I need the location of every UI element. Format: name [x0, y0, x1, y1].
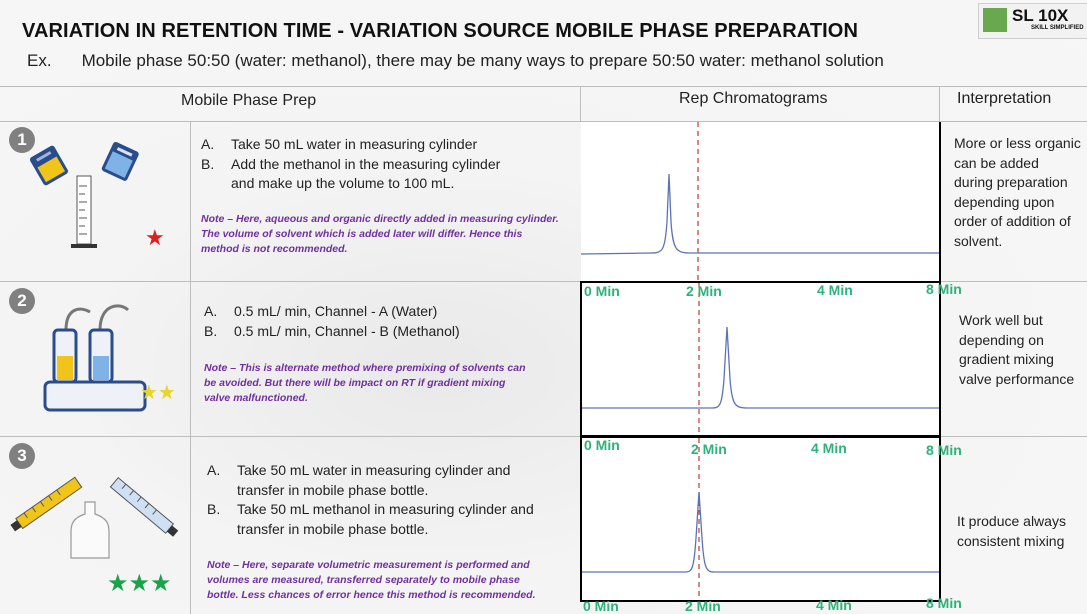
row-1-interpretation — [954, 134, 1081, 251]
step-item — [201, 155, 500, 175]
step-item — [204, 302, 460, 322]
step-key — [201, 174, 231, 194]
step-item — [207, 500, 534, 520]
rating-stars-row-2: ★★ — [140, 382, 176, 404]
subtitle-text: Mobile phase 50:50 (water: methanol), there may be many ways to prepare 50:50 water: methanol solution — [81, 51, 884, 70]
note-line: method is not recommended. — [201, 243, 348, 255]
step-text: Take 50 mL water in measuring cylinder and — [237, 462, 511, 478]
row1-chart-right-edge — [939, 122, 941, 282]
cylinders-and-bottle-icon — [5, 468, 185, 568]
axis-tick-label: 0 Min — [584, 283, 620, 299]
col-divider-2 — [580, 86, 581, 121]
note-line: Note – Here, separate volumetric measurement is performed and — [207, 559, 530, 571]
axis-tick-label: 4 Min — [811, 440, 847, 456]
row-2-note — [204, 361, 526, 406]
chromatogram-plot — [581, 122, 939, 281]
interp-line: can be added — [954, 154, 1039, 171]
chromatogram-plot — [582, 283, 939, 435]
interp-line: It produce always — [957, 513, 1066, 529]
step-text: and make up the volume to 100 mL. — [231, 175, 455, 191]
subtitle-prefix: Ex. — [27, 51, 52, 70]
step-text: Take 50 mL methanol in measuring cylinder and — [237, 501, 534, 517]
step-text: 0.5 mL/ min, Channel - B (Methanol) — [234, 322, 460, 339]
step-text: transfer in mobile phase bottle. — [237, 481, 429, 498]
chromatogram-trace — [582, 327, 939, 408]
note-line: Note – This is alternate method where premixing of solvents can — [204, 362, 526, 374]
axis-tick-label: 8 Min — [926, 281, 962, 297]
column-header-prep: Mobile Phase Prep — [181, 92, 317, 109]
note-line: be avoided. But there will be impact on RT if gradient mixing — [204, 377, 506, 389]
step-key — [207, 481, 237, 501]
row-3-interpretation — [957, 512, 1066, 551]
interp-line: order of addition of — [954, 213, 1071, 229]
logo-tagline: SKILL SIMPLIFIED — [1031, 25, 1084, 31]
chromatogram-trace — [582, 492, 939, 572]
step-key: B. — [204, 322, 218, 339]
step-text: transfer in mobile phase bottle. — [237, 520, 429, 537]
row-3-number-badge: 3 — [9, 443, 35, 469]
interp-line: consistent mixing — [957, 532, 1065, 549]
step-key: B. — [201, 155, 215, 172]
note-line: bottle. Less chances of error hence this method is recommended. — [207, 589, 536, 601]
step-key: A. — [207, 462, 221, 478]
step-key: B. — [207, 501, 221, 517]
axis-tick-label: 8 Min — [926, 442, 962, 458]
step-key: A. — [201, 136, 215, 152]
row-3-steps — [207, 461, 534, 539]
interp-line: solvent. — [954, 232, 1003, 249]
row-3-note — [207, 558, 536, 603]
step-text: 0.5 mL/ min, Channel - A (Water) — [234, 303, 438, 319]
step-key: A. — [204, 303, 218, 319]
step-item — [201, 174, 500, 194]
column-header-interpretation: Interpretation — [957, 90, 1052, 107]
step-key — [207, 520, 237, 540]
note-line: valve malfunctioned. — [204, 392, 308, 404]
interp-line: gradient mixing — [959, 351, 1054, 367]
chromatogram-row-2 — [580, 281, 941, 437]
chromatogram-trace — [581, 174, 939, 254]
chromatogram-row-3 — [580, 436, 941, 602]
axis-tick-label: 2 Min — [685, 598, 721, 614]
note-line: volumes are measured, transferred separately to mobile phase — [207, 574, 520, 586]
col-divider-3 — [939, 86, 940, 121]
step-item — [204, 322, 460, 342]
step-item — [207, 520, 534, 540]
interp-line: during preparation — [954, 174, 1068, 190]
row-2-interpretation — [959, 311, 1074, 389]
interp-line: depending upon — [954, 193, 1055, 210]
row-2-number-badge: 2 — [9, 288, 35, 314]
wash-bottles-icon — [40, 298, 150, 413]
axis-tick-label: 2 Min — [686, 283, 722, 299]
step-item — [201, 135, 500, 155]
interp-line: valve performance — [959, 370, 1075, 387]
axis-tick-label: 4 Min — [816, 597, 852, 613]
measuring-cylinder-beakers-icon — [25, 140, 145, 252]
interp-line: Work well but — [959, 312, 1043, 328]
brand-logo — [978, 3, 1087, 39]
step-item — [207, 481, 534, 501]
row-2-steps — [204, 302, 460, 341]
logo-brand-text: SL 10X — [1012, 6, 1069, 25]
page-subtitle — [27, 51, 884, 71]
rating-stars-row-3: ★★★ — [107, 570, 172, 597]
logo-mark-icon — [983, 8, 1007, 32]
step-item — [207, 461, 534, 481]
axis-tick-label: 2 Min — [691, 441, 727, 457]
table-top-rule — [0, 86, 1087, 87]
step-text: Add the methanol in the measuring cylinder — [231, 155, 501, 172]
note-line: The volume of solvent which is added later will differ. Hence this — [201, 228, 523, 240]
axis-tick-label: 0 Min — [584, 437, 620, 453]
row-1-number-badge: 1 — [9, 127, 35, 153]
step-text: Take 50 mL water in measuring cylinder — [231, 136, 478, 152]
axis-tick-label: 8 Min — [926, 595, 962, 611]
note-line: Note – Here, aqueous and organic directly added in measuring cylinder. — [201, 213, 559, 225]
chromatogram-plot — [582, 438, 939, 600]
row-1-steps — [201, 135, 500, 194]
row-1-note — [201, 212, 559, 257]
page-title: VARIATION IN RETENTION TIME - VARIATION SOURCE MOBILE PHASE PREPARATION — [22, 20, 859, 42]
interp-line: More or less organic — [954, 135, 1081, 151]
chromatogram-row-1 — [581, 122, 939, 281]
axis-tick-label: 4 Min — [817, 282, 853, 298]
axis-tick-label: 0 Min — [583, 598, 619, 614]
interp-line: depending on — [959, 331, 1044, 348]
col-divider-1 — [190, 121, 191, 614]
rating-stars-row-1: ★ — [145, 225, 165, 250]
column-header-chromatograms: Rep Chromatograms — [679, 90, 828, 107]
